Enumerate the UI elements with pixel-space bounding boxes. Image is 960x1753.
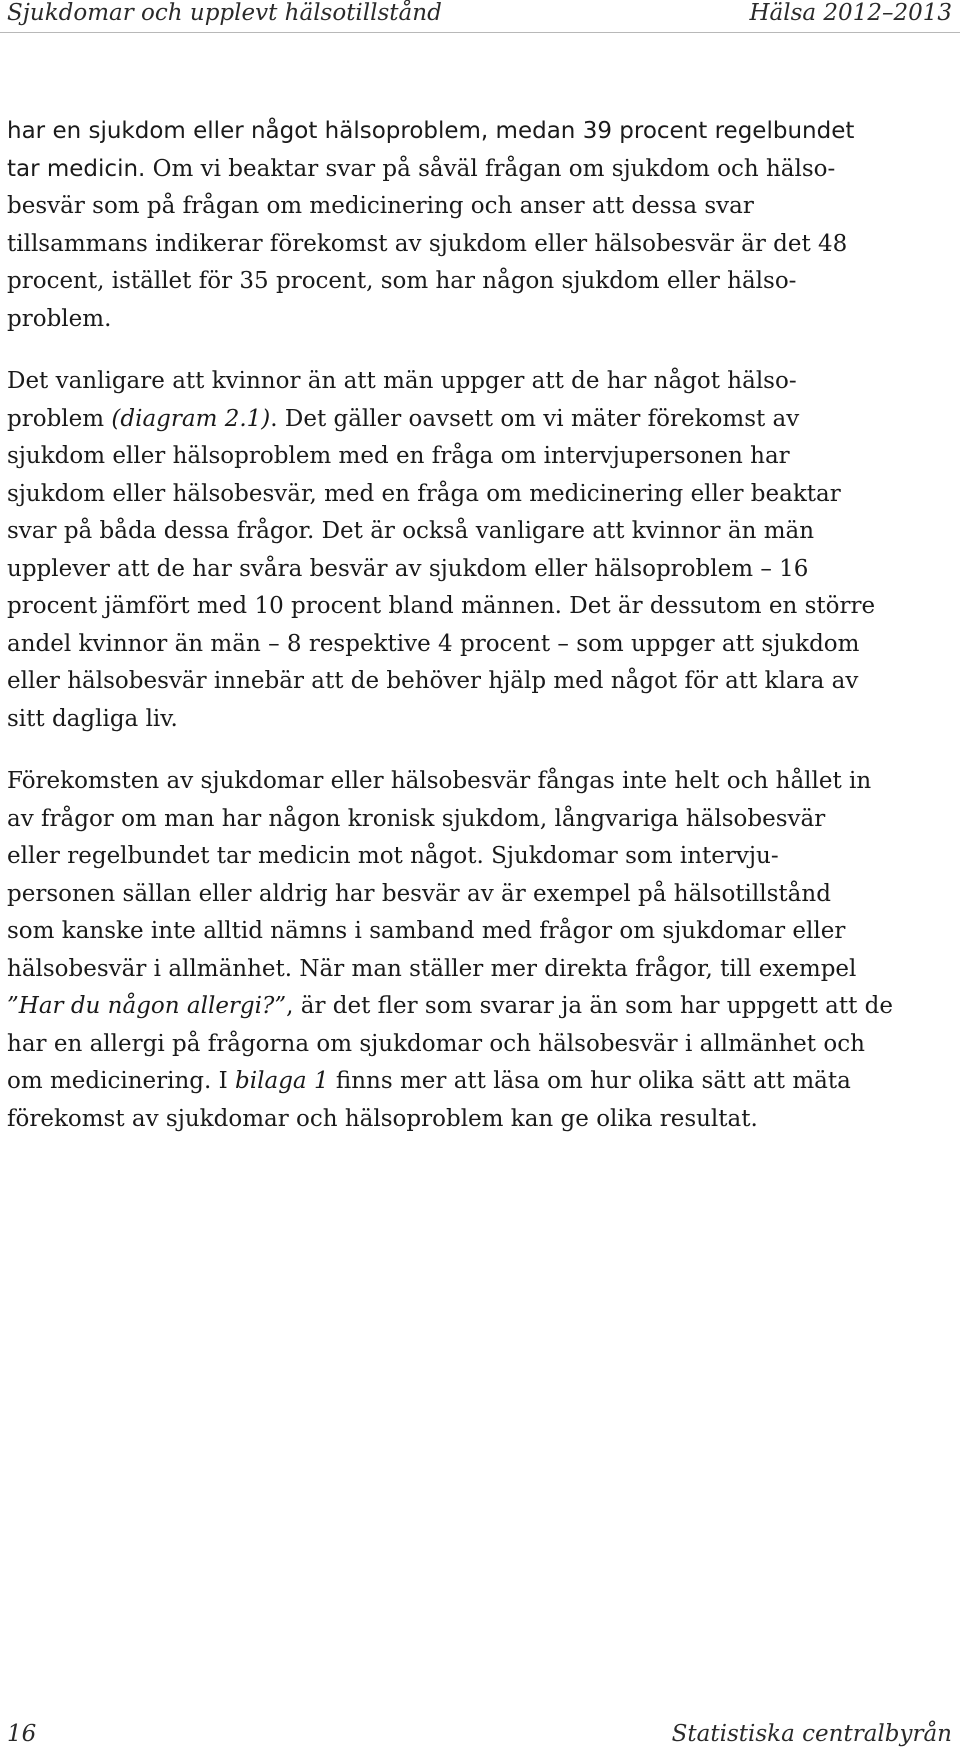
text-run: tar medicin. [7, 155, 153, 182]
text-run: svar på båda dessa frågor. Det är också vanligare att kvinnor än män [7, 518, 815, 544]
text-line [7, 188, 947, 226]
text-line [7, 913, 947, 951]
text-line [7, 151, 947, 189]
text-run: finns mer att läsa om hur olika sätt att mäta [328, 1068, 851, 1094]
text-line [7, 663, 947, 701]
text-line [7, 438, 947, 476]
italic-text: ”Har du någon allergi?” [7, 993, 287, 1019]
text-run: om medicinering. I [7, 1068, 236, 1094]
report-title: Hälsa 2012–2013 [749, 0, 952, 26]
text-run: eller regelbundet tar medicin mot något. Sjukdomar som intervju- [7, 843, 779, 869]
text-run: eller hälsobesvär innebär att de behöver hjälp med något för att klara av [7, 668, 859, 694]
text-line [7, 1101, 947, 1139]
text-run: hälsobesvär i allmänhet. När man ställer mer direkta frågor, till exempel [7, 955, 857, 982]
text-run: problem [7, 405, 112, 432]
text-line [7, 588, 947, 626]
paragraph [7, 113, 947, 338]
text-line [7, 476, 947, 514]
body-text [7, 113, 947, 1163]
text-run: procent jämfört med 10 procent bland männen. Det är dessutom en större [7, 593, 876, 619]
text-line [7, 951, 947, 989]
text-run: sitt dagliga liv. [7, 705, 178, 732]
paragraph [7, 763, 947, 1138]
text-line [7, 113, 947, 151]
text-run: . Det gäller oavsett om vi mäter förekomst av [270, 405, 800, 432]
text-line [7, 226, 947, 264]
text-run: av frågor om man har någon kronisk sjukdom, långvariga hälsobesvär [7, 805, 826, 832]
italic-text: (diagram 2.1) [111, 405, 271, 432]
text-run: tillsammans indikerar förekomst av sjukdom eller hälsobesvär är det 48 [7, 230, 848, 257]
text-line [7, 701, 947, 739]
text-line [7, 551, 947, 589]
text-line [7, 763, 947, 801]
text-line [7, 876, 947, 914]
text-line [7, 301, 947, 339]
text-run: Förekomsten av sjukdomar eller hälsobesvär fångas inte helt och hållet in [7, 768, 872, 794]
text-line [7, 401, 947, 439]
text-line [7, 626, 947, 664]
text-run: har en allergi på frågorna om sjukdomar och hälsobesvär i allmänhet och [7, 1030, 865, 1057]
text-line [7, 1063, 947, 1101]
text-line [7, 263, 947, 301]
header-rule [0, 32, 960, 33]
text-run: har en sjukdom eller något hälsoproblem, medan 39 procent regelbundet [7, 118, 855, 144]
text-line [7, 513, 947, 551]
text-run: besvär som på frågan om medicinering och anser att dessa svar [7, 193, 754, 219]
text-run: andel kvinnor än män – 8 respektive 4 procent – som uppger att sjukdom [7, 630, 860, 657]
text-run: Det vanligare att kvinnor än att män uppger att de har något hälso- [7, 368, 797, 394]
text-line [7, 363, 947, 401]
text-run: personen sällan eller aldrig har besvär av är exempel på hälsotillstånd [7, 880, 831, 907]
text-line [7, 801, 947, 839]
text-run: sjukdom eller hälsobesvär, med en fråga om medicinering eller beaktar [7, 480, 841, 507]
text-run: förekomst av sjukdomar och hälsoproblem kan ge olika resultat. [7, 1105, 758, 1132]
text-run: procent, istället för 35 procent, som har någon sjukdom eller hälso- [7, 268, 797, 294]
text-line [7, 838, 947, 876]
text-run: upplever att de har svåra besvär av sjukdom eller hälsoproblem – 16 [7, 555, 809, 582]
italic-text: bilaga 1 [235, 1068, 329, 1094]
text-run: problem. [7, 305, 112, 332]
publisher-name: Statistiska centralbyrån [671, 1721, 952, 1747]
running-header [7, 0, 952, 26]
page-footer [7, 1720, 952, 1748]
text-line [7, 988, 947, 1026]
paragraph [7, 363, 947, 738]
text-run: sjukdom eller hälsoproblem med en fråga om intervjupersonen har [7, 443, 790, 469]
text-run: , är det fler som svarar ja än som har uppgett att de [286, 993, 894, 1019]
page-number: 16 [7, 1721, 37, 1747]
text-line [7, 1026, 947, 1064]
text-run: som kanske inte alltid nämns i samband med frågor om sjukdomar eller [7, 918, 846, 944]
chapter-title: Sjukdomar och upplevt hälsotillstånd [7, 0, 442, 26]
text-run: Om vi beaktar svar på såväl frågan om sjukdom och hälso- [152, 155, 836, 182]
